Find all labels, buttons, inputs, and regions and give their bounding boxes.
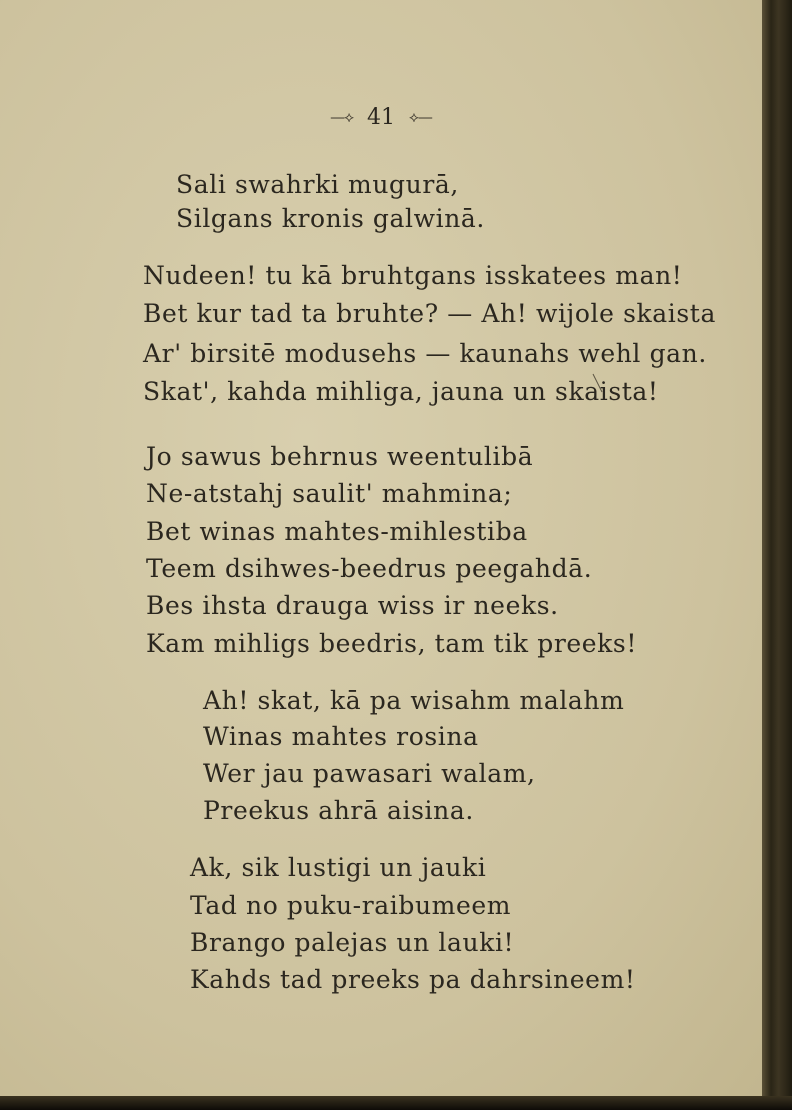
ornament-left-icon: —⟡: [330, 108, 353, 126]
book-spine: [762, 0, 792, 1110]
poem-line: Tad no puku-raibumeem: [190, 891, 512, 920]
poem-line: Brango palejas un lauki!: [190, 928, 515, 957]
pencil-mark-icon: [592, 372, 604, 394]
poem-line: Ah! skat, kā pa wisahm malahm: [203, 686, 625, 715]
poem-line: Ne-atstahj saulit' mahmina;: [146, 479, 513, 508]
ornament-right-icon: ⟡—: [409, 108, 432, 126]
poem-line: Winas mahtes rosina: [203, 722, 479, 751]
poem-line: Bes ihsta drauga wiss ir neeks.: [146, 591, 559, 620]
poem-line: Jo sawus behrnus weentulibā: [146, 442, 534, 471]
poem-line: Wer jau pawasari walam,: [203, 759, 536, 788]
poem-line: Sali swahrki mugurā,: [176, 170, 459, 199]
poem-line: Ak, sik lustigi un jauki: [190, 853, 487, 882]
poem-line: Bet winas mahtes-mihlestiba: [146, 517, 528, 546]
poem-line: Ar' birsitē modusehs — kaunahs wehl gan.: [143, 339, 707, 368]
page-bottom-edge: [0, 1096, 792, 1110]
poem-line: Teem dsihwes-beedrus peegahdā.: [146, 554, 593, 583]
poem-line: Preekus ahrā aisina.: [203, 796, 474, 825]
poem-line: Kahds tad preeks pa dahrsineem!: [190, 965, 636, 994]
poem-line: Silgans kronis galwinā.: [176, 204, 485, 233]
poem-line: Skat', kahda mihliga, jauna un skaista!: [143, 377, 659, 406]
page-header: [0, 100, 762, 134]
page-number: 41: [367, 104, 395, 130]
poem-line: Bet kur tad ta bruhte? — Ah! wijole skaista: [143, 299, 716, 328]
poem-line: Kam mihligs beedris, tam tik preeks!: [146, 629, 637, 658]
poem-line: Nudeen! tu kā bruhtgans isskatees man!: [143, 261, 683, 290]
